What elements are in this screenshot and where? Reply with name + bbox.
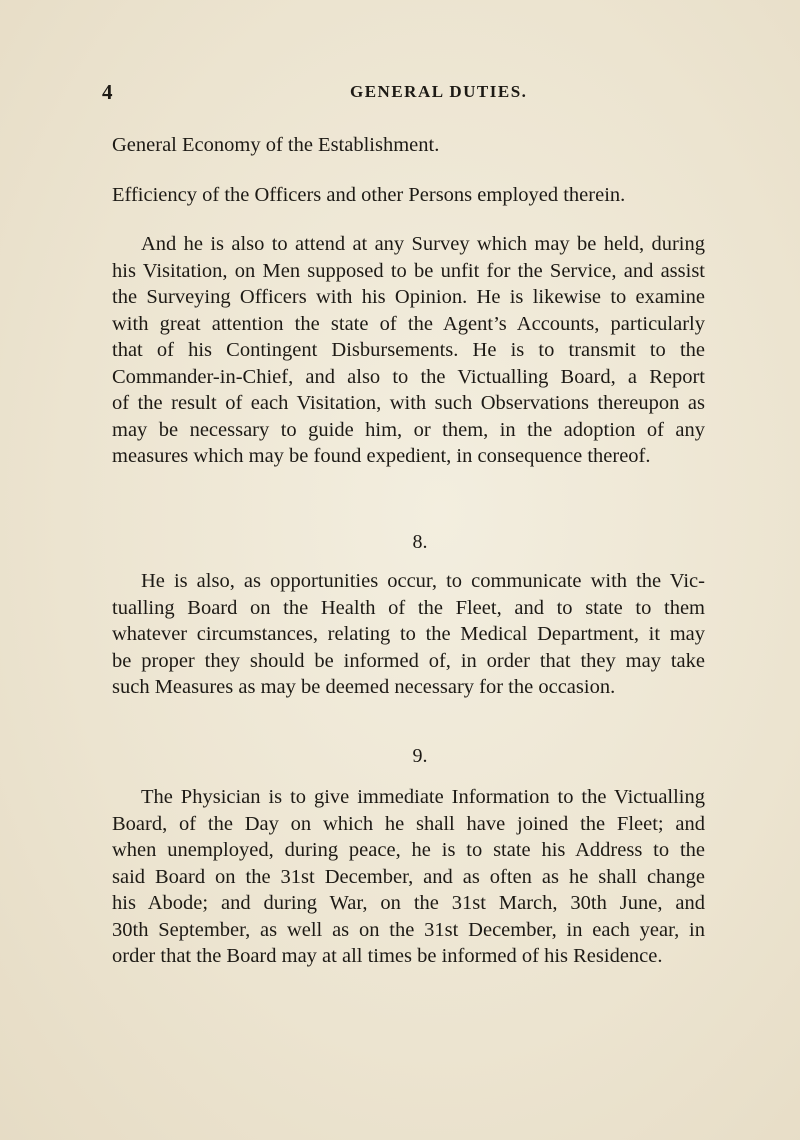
survey-line-7: of the result of each Visitation, with such Observations thereupon as (112, 392, 705, 414)
survey-line-1: And he is also to attend at any Survey which may be held, during (141, 233, 705, 255)
section-8-line-3: whatever circumstances, relating to the Medical Department, it may (112, 623, 705, 645)
paragraph-section-9 (112, 784, 705, 970)
section-9-line-1: The Physician is to give immediate Information to the Victualling (141, 786, 705, 808)
survey-line-2: his Visitation, on Men supposed to be unfit for the Service, and assist (112, 259, 705, 282)
efficiency-text: Efficiency of the Officers and other Persons employed therein. (112, 184, 626, 206)
survey-line-8: may be necessary to guide him, or them, in the adoption of any (112, 418, 705, 441)
line-economy (112, 132, 702, 159)
running-head: GENERAL DUTIES. (350, 82, 528, 101)
line-efficiency (112, 182, 702, 209)
survey-line-5: that of his Contingent Disbursements. He is to transmit to the (112, 339, 705, 361)
section-9-line-7: order that the Board may at all times be informed of his Residence. (112, 945, 663, 967)
paragraph-section-8 (112, 568, 705, 701)
section-8-line-5: such Measures as may be deemed necessary for the occasion. (112, 676, 616, 698)
section-number-8: 8. (412, 531, 428, 553)
page-header (0, 80, 800, 110)
paragraph-survey (112, 231, 705, 470)
section-8-line-1: He is also, as opportunities occur, to communicate with the Vic- (141, 570, 705, 592)
section-9-line-2: Board, of the Day on which he shall have joined the Fleet; and (112, 812, 705, 835)
survey-line-3: the Surveying Officers with his Opinion. He is likewise to examine (112, 286, 705, 308)
section-9-line-3: when unemployed, during peace, he is to state his Address to the (112, 839, 705, 861)
section-8-line-2: tualling Board on the Health of the Fleet, and to state to them (112, 596, 705, 619)
survey-line-6: Commander-in-Chief, and also to the Victualling Board, a Report (112, 365, 705, 388)
survey-line-4: with great attention the state of the Agent’s Accounts, particularly (112, 312, 705, 335)
section-9-line-6: 30th September, as well as on the 31st December, in each year, in (112, 918, 705, 941)
economy-text: General Economy of the Establishment. (112, 134, 440, 156)
section-9-line-4: said Board on the 31st December, and as often as he shall change (112, 865, 705, 888)
page-number: 4 (102, 80, 113, 104)
survey-line-9: measures which may be found expedient, in consequence thereof. (112, 445, 651, 467)
section-9-line-5: his Abode; and during War, on the 31st March, 30th June, and (112, 892, 705, 914)
section-8-line-4: be proper they should be informed of, in order that they may take (112, 649, 705, 672)
section-number-9: 9. (412, 745, 428, 767)
